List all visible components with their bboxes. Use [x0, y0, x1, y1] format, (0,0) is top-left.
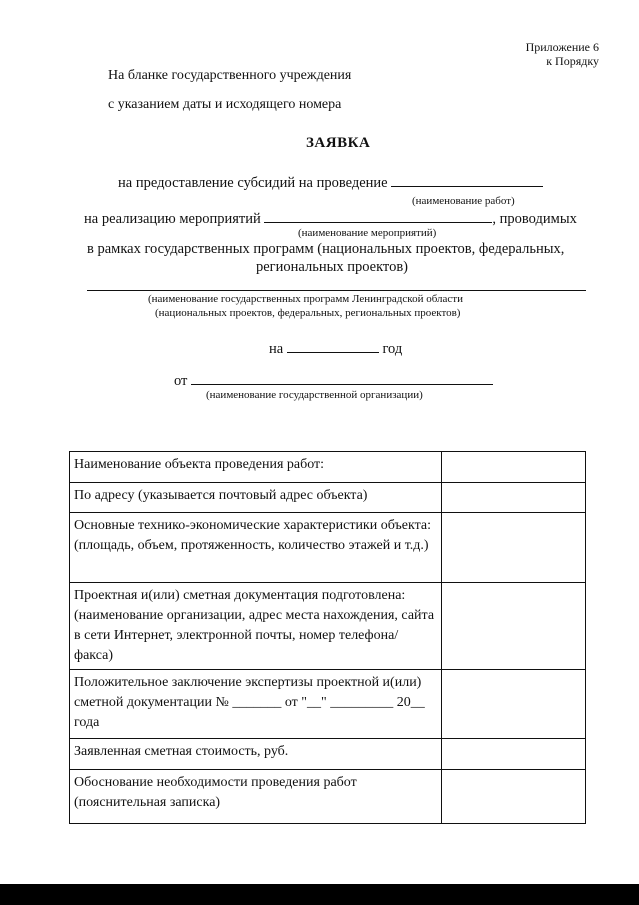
work-name-blank[interactable] — [391, 174, 543, 187]
organization-hint: (наименование государственной организации) — [206, 389, 423, 401]
organization-blank[interactable] — [191, 372, 493, 385]
subsidy-line — [118, 174, 543, 192]
annex-number: Приложение 6 — [525, 40, 599, 54]
row-value-justification[interactable] — [442, 770, 586, 824]
table-row — [70, 483, 586, 513]
row-label-address: По адресу (указывается почтовый адрес объекта) — [70, 483, 442, 513]
programs-line-2: региональных проектов) — [256, 259, 408, 275]
from-line — [174, 372, 493, 390]
table-row — [70, 770, 586, 824]
year-blank[interactable] — [287, 340, 379, 353]
subsidy-text: на предоставление субсидий на проведение — [118, 175, 388, 191]
year-suffix: год — [382, 341, 403, 357]
row-label-expertise: Положительное заключение экспертизы проектной и(или) сметной документации № _______ от "__" _________ 20__ года — [70, 670, 442, 739]
row-label-object-name: Наименование объекта проведения работ: — [70, 452, 442, 483]
row-label-characteristics: Основные технико-экономические характеристики объекта: (площадь, объем, протяженность, количество этажей и т.д.) — [70, 513, 442, 583]
activities-blank[interactable] — [264, 210, 492, 223]
header-line-2: с указанием даты и исходящего номера — [108, 97, 342, 112]
programs-blank[interactable] — [87, 290, 586, 291]
header-line-1: На бланке государственного учреждения — [108, 68, 352, 83]
table-row — [70, 739, 586, 770]
from-prefix: от — [174, 373, 188, 389]
document-title: ЗАЯВКА — [306, 135, 371, 151]
annex-order: к Порядку — [546, 54, 599, 68]
row-label-justification: Обоснование необходимости проведения работ (пояснительная записка) — [70, 770, 442, 824]
year-line — [269, 340, 402, 358]
activities-end-text: , проводимых — [492, 211, 577, 227]
scan-bottom-edge — [0, 884, 639, 905]
row-value-address[interactable] — [442, 483, 586, 513]
application-table — [69, 451, 586, 824]
row-label-estimated-cost: Заявленная сметная стоимость, руб. — [70, 739, 442, 770]
table-row — [70, 452, 586, 483]
programs-line: в рамках государственных программ (национальных проектов, федеральных, — [87, 241, 565, 257]
programs-hint-1: (наименование государственных программ Ленинградской области — [148, 293, 463, 305]
row-value-estimated-cost[interactable] — [442, 739, 586, 770]
activities-text: на реализацию мероприятий — [84, 211, 261, 227]
activities-hint: (наименование мероприятий) — [298, 227, 437, 239]
programs-hint-2: (национальных проектов, федеральных, региональных проектов) — [155, 307, 461, 319]
row-value-project-docs[interactable] — [442, 583, 586, 670]
annex-reference — [526, 40, 599, 68]
row-value-object-name[interactable] — [442, 452, 586, 483]
table-row — [70, 583, 586, 670]
table-row — [70, 670, 586, 739]
work-name-hint: (наименование работ) — [412, 195, 515, 207]
row-value-characteristics[interactable] — [442, 513, 586, 583]
activities-line — [84, 210, 577, 228]
row-value-expertise[interactable] — [442, 670, 586, 739]
table-row — [70, 513, 586, 583]
year-prefix: на — [269, 341, 284, 357]
row-label-project-docs: Проектная и(или) сметная документация подготовлена: (наименование организации, адрес места нахождения, сайта в сети Интернет, электронной почты, номер телефона/факса) — [70, 583, 442, 670]
